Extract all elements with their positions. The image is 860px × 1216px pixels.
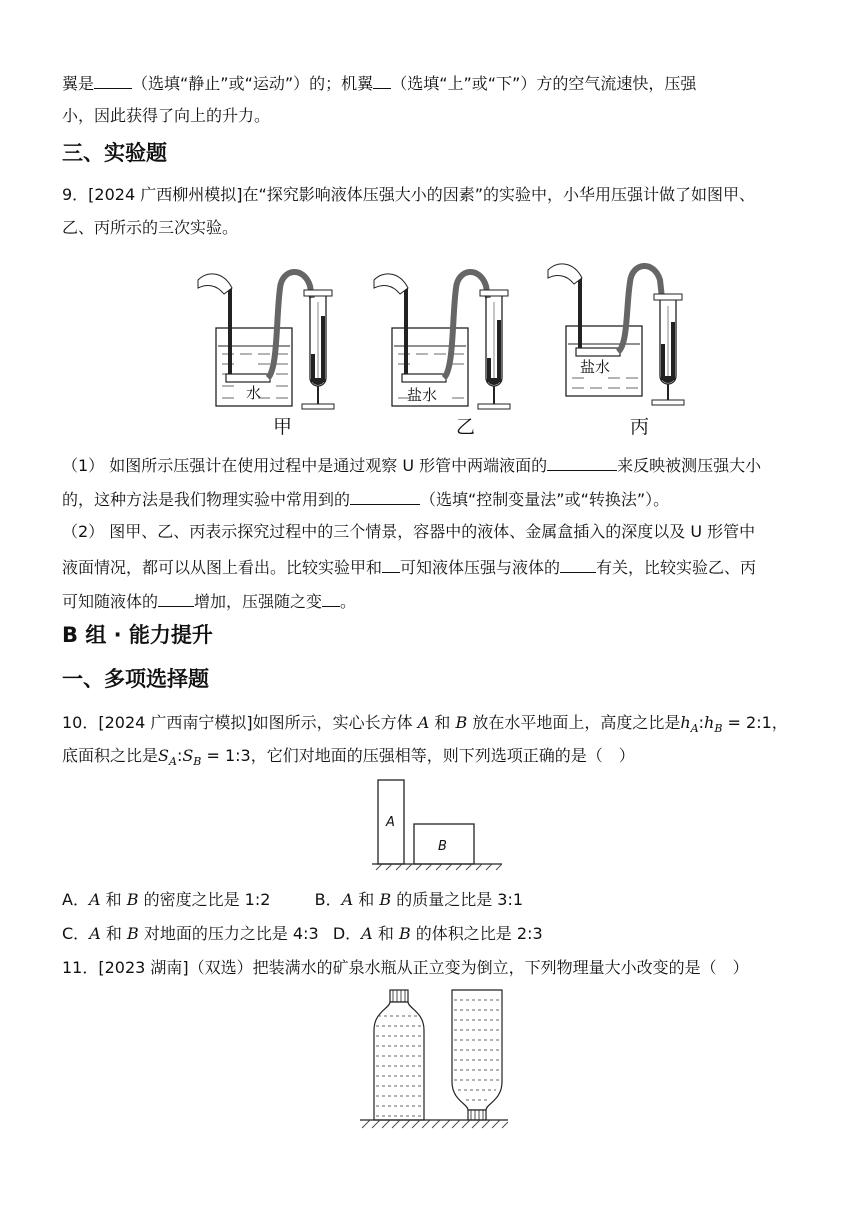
setup-jia	[198, 272, 334, 438]
liquid-label-jia: 水	[246, 384, 262, 402]
option-text: 对地面的压力之比是 4:3	[143, 924, 319, 943]
q9-text: （选填“控制变量法”或“转换法”）。	[420, 490, 670, 509]
q9-stem-line-2: 乙、丙所示的三次实验。	[62, 218, 239, 237]
q8-text: 翼是	[62, 74, 95, 93]
answer-blank[interactable]	[382, 554, 400, 573]
q9-part1-line-1	[62, 452, 761, 478]
s-symbol: S	[158, 746, 169, 765]
q9-text: 有关，比较实验乙、丙	[596, 558, 757, 577]
option-a[interactable]	[62, 890, 276, 909]
q9-text: 增加，压强随之变	[194, 592, 323, 611]
caption-yi: 乙	[456, 416, 476, 438]
option-text: 和	[105, 890, 122, 909]
option-text: 和	[358, 890, 375, 909]
q9-text: 可知液体压强与液体的	[400, 558, 561, 577]
q9-text: （1） 如图所示压强计在使用过程中是通过观察 U 形管中两端液面的	[62, 456, 548, 475]
q9-text: 的，这种方法是我们物理实验中常用到的	[62, 490, 351, 509]
label-b: B	[438, 839, 447, 854]
q9-text: 液面情况，都可以从图上看出。比较实验甲和	[62, 558, 383, 577]
option-b[interactable]	[315, 890, 523, 909]
subscript-b: B	[193, 755, 202, 769]
q10-text: 10．[2024 广西南宁模拟]如图所示，实心长方体	[62, 713, 413, 732]
q9-part2-line-1: （2） 图甲、乙、丙表示探究过程中的三个情景，容器中的液体、金属盒插入的深度以及 U 形管中	[62, 522, 756, 541]
q9-text: 可知随液体的	[62, 592, 159, 611]
answer-blank[interactable]	[547, 452, 617, 471]
caption-jia: 甲	[273, 416, 293, 438]
setup-yi	[374, 272, 510, 438]
liquid-label-yi: 盐水	[407, 386, 438, 404]
section-title-experiment: 三、实验题	[62, 141, 167, 165]
setup-bing	[548, 264, 684, 438]
q8-line-1	[62, 70, 696, 96]
option-letter: C．	[62, 924, 90, 943]
q8-line-2: 小，因此获得了向上的升力。	[62, 106, 271, 125]
answer-blank[interactable]	[94, 70, 132, 89]
var-b: B	[126, 924, 139, 943]
var-a: A	[88, 890, 101, 909]
q10-stem-line-1: 10．[2024 广西南宁模拟]如图所示，实心长方体 A 和 B 放在水平地面上，高度之比是$h_A:h_B$ = 2:1，	[62, 713, 788, 736]
q10-text: 放在水平地面上，高度之比是	[472, 713, 681, 732]
q9-text: 。	[340, 592, 357, 611]
subscript-b: B	[714, 722, 723, 736]
q10-options-row-2	[62, 922, 543, 946]
answer-blank[interactable]	[350, 486, 420, 505]
var-a: A	[341, 890, 354, 909]
option-text: 的质量之比是 3:1	[396, 890, 524, 909]
option-letter: D．	[332, 924, 362, 943]
subscript-a: A	[168, 755, 177, 769]
option-text: 的体积之比是 2:3	[415, 924, 543, 943]
q9-part1-line-2	[62, 486, 669, 512]
liquid-label-bing: 盐水	[580, 358, 611, 376]
q10-blocks-figure	[372, 776, 502, 872]
var-b: B	[398, 924, 411, 943]
q8-text: （选填“静止”或“运动”）的；机翼	[132, 74, 374, 93]
q10-text: = 2:1，	[727, 713, 788, 732]
option-text: 和	[105, 924, 122, 943]
q8-text: （选填“上”或“下”）方的空气流速快，压强	[391, 74, 697, 93]
q10-text: = 1:3，它们对地面的压强相等，则下列选项正确的是（ ）	[206, 746, 635, 765]
q10-text: 和	[434, 713, 451, 732]
var-b: B	[126, 890, 139, 909]
q11-stem: 11．[2023 湖南]（双选）把装满水的矿泉水瓶从正立变为倒立，下列物理量大小改变的是（ ）	[62, 958, 749, 977]
q10-stem-line-2: 底面积之比是$S_A:S_B$ = 1:3，它们对地面的压强相等，则下列选项正确的是（ ）	[62, 746, 635, 769]
answer-blank[interactable]	[158, 588, 194, 607]
inverted-bottle	[452, 990, 502, 1120]
option-d[interactable]	[333, 924, 543, 943]
group-b-title: B 组 · 能力提升	[62, 623, 213, 647]
var-a: A	[89, 924, 101, 943]
s-symbol: S	[182, 746, 194, 765]
q9-text: 来反映被测压强大小	[617, 456, 762, 475]
q11-bottles-figure	[358, 986, 510, 1138]
h-symbol: h	[680, 713, 691, 732]
subscript-a: A	[690, 722, 699, 736]
var-b: B	[455, 713, 468, 732]
option-text: 的密度之比是 1:2	[143, 890, 271, 909]
caption-bing: 丙	[630, 416, 650, 438]
section-title-multiple-choice: 一、多项选择题	[62, 667, 209, 691]
option-letter: A．	[62, 890, 89, 909]
upright-bottle	[374, 990, 424, 1120]
option-c[interactable]	[62, 924, 324, 943]
q9-part2-line-2	[62, 554, 756, 580]
answer-blank[interactable]	[560, 554, 596, 573]
q9-part2-line-3	[62, 588, 356, 614]
option-letter: B．	[314, 890, 342, 909]
option-text: 和	[377, 924, 394, 943]
h-symbol: h	[704, 713, 715, 732]
q9-stem-line-1: 9．[2024 广西柳州模拟]在“探究影响液体压强大小的因素”的实验中，小华用压强计做了如图甲、	[62, 185, 756, 204]
answer-blank[interactable]	[373, 70, 391, 89]
var-a: A	[361, 924, 373, 943]
answer-blank[interactable]	[322, 588, 340, 607]
q10-text: 底面积之比是	[62, 746, 159, 765]
q10-options-row-1	[62, 888, 523, 912]
var-b: B	[379, 890, 392, 909]
label-a: A	[386, 815, 395, 830]
var-a: A	[417, 713, 430, 732]
q9-pressure-gauge-figure	[178, 258, 698, 438]
